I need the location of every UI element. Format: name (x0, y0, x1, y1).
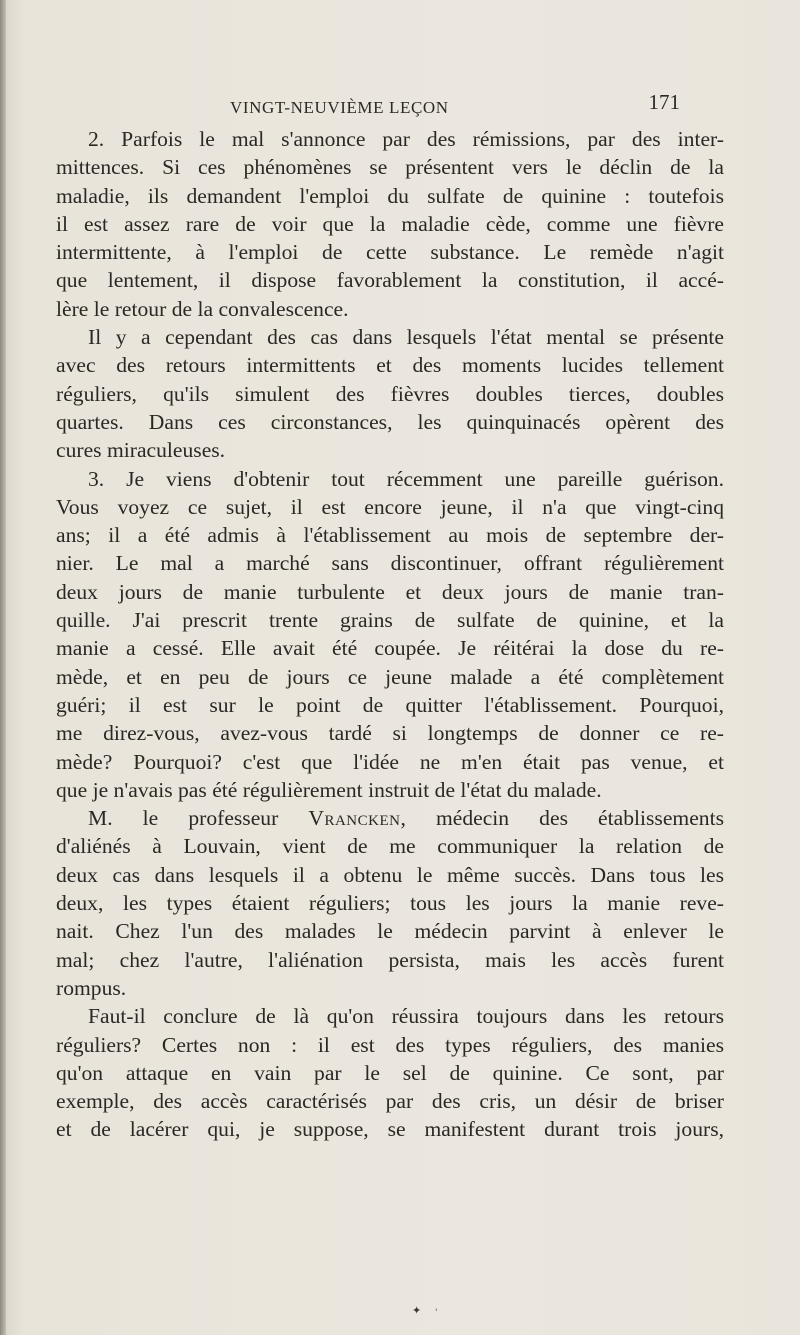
text-line: Faut-il conclure de là qu'on réussira toujours dans les retours (88, 1004, 724, 1029)
printer-mark: ✦ (412, 1304, 422, 1317)
printer-mark-small: ' (435, 1308, 438, 1318)
paragraph (56, 125, 724, 323)
text-line: guéri; il est sur le point de quitter l'établissement. Pourquoi, (56, 692, 724, 717)
text-line: mal; chez l'autre, l'aliénation persista, mais les accès furent (56, 947, 724, 972)
text-line: manie a cessé. Elle avait été coupée. Je réitérai la dose du re- (56, 636, 724, 661)
text-line: ans; il a été admis à l'établissement au mois de septembre der- (56, 523, 724, 548)
text-line: lère le retour de la convalescence. (56, 296, 349, 321)
text-line: qu'on attaque en vain par le sel de quinine. Ce sont, par (56, 1060, 724, 1085)
running-title: VINGT-NEUVIÈME LEÇON (230, 98, 449, 117)
text-line: 2. Parfois le mal s'annonce par des rémissions, par des inter- (88, 127, 724, 151)
text-line: mède, et en peu de jours ce jeune malade a été complètement (56, 664, 724, 689)
text-line: que lentement, il dispose favorablement la constitution, il accé- (56, 268, 724, 293)
text-line: maladie, ils demandent l'emploi du sulfate de quinine : toutefois (56, 183, 724, 208)
text-line: Il y a cependant des cas dans lesquels l'état mental se présente (88, 325, 724, 350)
author-name: Vrancken (308, 806, 401, 831)
page-number: 171 (648, 90, 680, 114)
text-line: réguliers, qu'ils simulent des fièvres doubles tierces, doubles (56, 381, 724, 406)
text-line: nier. Le mal a marché sans discontinuer, offrant régulièrement (56, 551, 724, 576)
text-line: deux cas dans lesquels il a obtenu le même succès. Dans tous les (56, 862, 724, 887)
text-line: cures miraculeuses. (56, 438, 226, 463)
text-line: quartes. Dans ces circonstances, les quinquinacés opèrent des (56, 409, 724, 434)
text-line: avec des retours intermittents et des moments lucides tellement (56, 353, 724, 378)
paragraph (56, 804, 724, 1002)
text-line: me direz-vous, avez-vous tardé si longtemps de donner ce re- (56, 721, 724, 746)
text-line: exemple, des accès caractérisés par des cris, un désir de briser (56, 1089, 724, 1114)
text-line: nait. Chez l'un des malades le médecin parvint à enlever le (56, 919, 724, 944)
text-line: deux jours de manie turbulente et deux jours de manie tran- (56, 579, 724, 604)
running-head (200, 90, 680, 124)
text-line: mède? Pourquoi? c'est que l'idée ne m'en était pas venue, et (56, 749, 724, 774)
paragraph (56, 323, 724, 464)
paragraph (56, 465, 724, 805)
text-line: et de lacérer qui, je suppose, se manifestent durant trois jours, (56, 1117, 724, 1142)
text-line: mittences. Si ces phénomènes se présentent vers le déclin de la (56, 155, 724, 180)
text-line: intermittente, à l'emploi de cette substance. Le remède n'agit (56, 240, 724, 265)
text-line: rompus. (56, 975, 127, 1000)
text-line: il est assez rare de voir que la maladie cède, comme une fièvre (56, 211, 724, 236)
text-line: réguliers? Certes non : il est des types réguliers, des manies (56, 1032, 724, 1057)
text-line: deux, les types étaient réguliers; tous les jours la manie reve- (56, 891, 724, 916)
body-text (56, 125, 724, 1144)
text-line: M. le professeur Vrancken, médecin des établissements (88, 806, 724, 831)
text-line: 3. Je viens d'obtenir tout récemment une pareille guérison. (88, 466, 724, 491)
text-line: que je n'avais pas été régulièrement instruit de l'état du malade. (56, 777, 602, 802)
page-gutter (0, 0, 6, 1335)
text-line: d'aliénés à Louvain, vient de me communiquer la relation de (56, 834, 724, 859)
text-line: quille. J'ai prescrit trente grains de sulfate de quinine, et la (56, 608, 724, 633)
text-line: Vous voyez ce sujet, il est encore jeune, il n'a que vingt-cinq (56, 494, 724, 519)
paragraph (56, 1002, 724, 1143)
